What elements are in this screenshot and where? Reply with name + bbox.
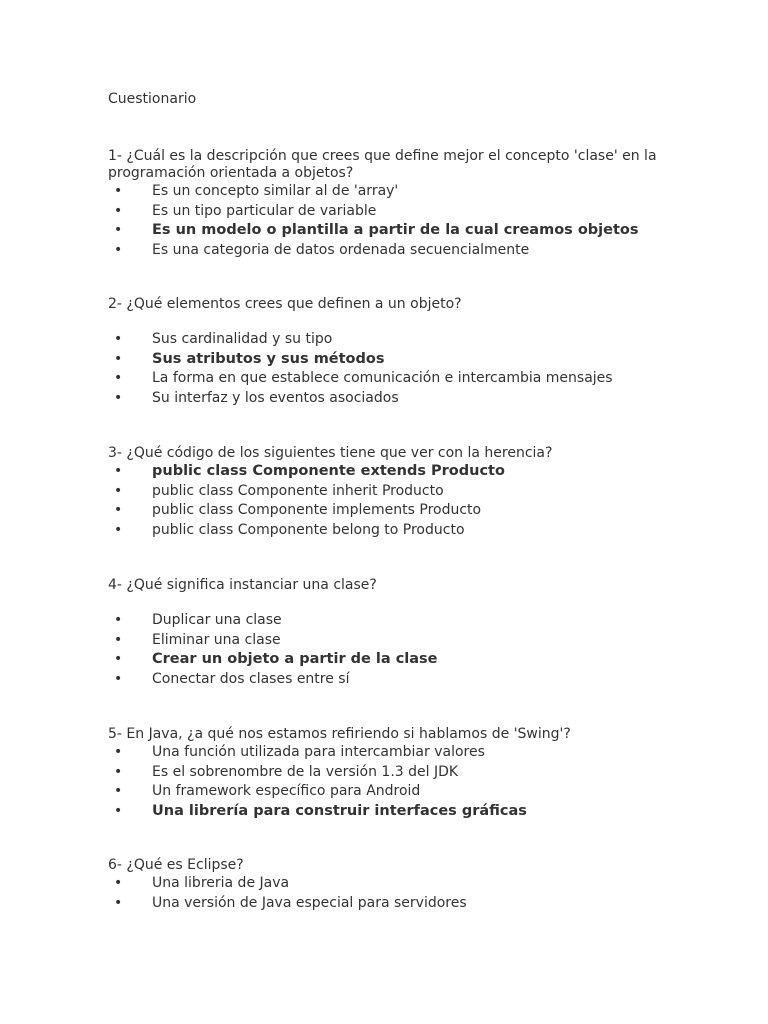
bullet-icon: • (114, 222, 123, 238)
bullet-icon: • (114, 202, 123, 219)
options-list (108, 330, 668, 408)
bullet-icon: • (114, 783, 123, 799)
bullet-icon: • (114, 631, 123, 648)
option-item (108, 521, 668, 541)
bullet-icon: • (114, 241, 123, 258)
option-text: Eliminar una clase (152, 631, 281, 648)
question-text: 5- En Java, ¿a qué nos estamos refiriendo si hablamos de 'Swing'? (108, 726, 571, 742)
option-text: Es un modelo o plantilla a partir de la cual creamos objetos (152, 222, 639, 238)
option-item (108, 369, 668, 389)
option-item (108, 501, 668, 521)
option-item (108, 782, 668, 802)
question-1 (108, 148, 668, 260)
question-text: 4- ¿Qué significa instanciar una clase? (108, 577, 377, 593)
option-text: public class Componente belong to Producto (152, 521, 465, 538)
document-title: Cuestionario (108, 91, 197, 107)
bullet-icon: • (114, 521, 123, 538)
option-text: Es el sobrenombre de la versión 1.3 del JDK (152, 763, 459, 780)
option-item (108, 330, 668, 350)
question-2 (108, 296, 668, 408)
bullet-icon: • (114, 331, 123, 347)
option-item (108, 763, 668, 783)
option-item (108, 874, 668, 894)
option-text: Su interfaz y los eventos asociados (152, 389, 399, 406)
bullet-icon: • (114, 651, 123, 667)
option-item (108, 182, 668, 202)
option-item (108, 631, 668, 651)
option-item (108, 743, 668, 763)
bullet-icon: • (114, 482, 123, 499)
bullet-icon: • (114, 502, 123, 518)
bullet-icon: • (114, 183, 123, 199)
option-item (108, 611, 668, 631)
options-list (108, 182, 668, 260)
option-text: public class Componente extends Producto (152, 463, 505, 479)
option-item-correct (108, 650, 668, 670)
option-text: Es un tipo particular de variable (152, 202, 377, 219)
bullet-icon: • (114, 744, 123, 760)
bullet-icon: • (114, 802, 123, 819)
question-text: 6- ¿Qué es Eclipse? (108, 857, 244, 873)
option-text: Una función utilizada para intercambiar valores (152, 744, 485, 760)
option-item-correct (108, 221, 668, 241)
bullet-icon: • (114, 875, 123, 891)
option-text: Sus atributos y sus métodos (152, 350, 385, 367)
option-text: Es un concepto similar al de 'array' (152, 183, 399, 199)
options-list (108, 874, 668, 913)
options-list (108, 611, 668, 689)
option-text: La forma en que establece comunicación e intercambia mensajes (152, 370, 613, 386)
option-text: public class Componente inherit Producto (152, 482, 444, 499)
option-item (108, 241, 668, 261)
options-list (108, 743, 668, 821)
question-text: 3- ¿Qué código de los siguientes tiene que ver con la herencia? (108, 445, 553, 461)
option-text: Crear un objeto a partir de la clase (152, 651, 438, 667)
bullet-icon: • (114, 370, 123, 386)
option-item-correct (108, 802, 668, 822)
option-item-correct (108, 350, 668, 370)
bullet-icon: • (114, 389, 123, 406)
bullet-icon: • (114, 894, 123, 911)
option-text: Duplicar una clase (152, 612, 282, 628)
option-item (108, 670, 668, 690)
option-text: Conectar dos clases entre sí (152, 670, 350, 687)
options-list (108, 462, 668, 540)
bullet-icon: • (114, 670, 123, 687)
option-text: Una librería para construir interfaces gráficas (152, 802, 527, 819)
question-5 (108, 726, 668, 821)
bullet-icon: • (114, 612, 123, 628)
bullet-icon: • (114, 763, 123, 780)
bullet-icon: • (114, 350, 123, 367)
option-text: public class Componente implements Producto (152, 502, 482, 518)
question-text: 2- ¿Qué elementos crees que definen a un objeto? (108, 296, 462, 312)
option-text: Es una categoria de datos ordenada secuencialmente (152, 241, 530, 258)
option-item-correct (108, 462, 668, 482)
option-text: Una libreria de Java (152, 875, 290, 891)
option-item (108, 202, 668, 222)
question-4 (108, 577, 668, 689)
question-3 (108, 445, 668, 540)
bullet-icon: • (114, 463, 123, 479)
question-6 (108, 857, 668, 913)
option-item (108, 389, 668, 409)
option-text: Sus cardinalidad y su tipo (152, 331, 333, 347)
question-text: 1- ¿Cuál es la descripción que crees que define mejor el concepto 'clase' en la programación orientada a objetos? (108, 148, 657, 181)
option-item (108, 894, 668, 914)
option-text: Un framework específico para Android (152, 783, 421, 799)
option-text: Una versión de Java especial para servidores (152, 894, 467, 911)
option-item (108, 482, 668, 502)
